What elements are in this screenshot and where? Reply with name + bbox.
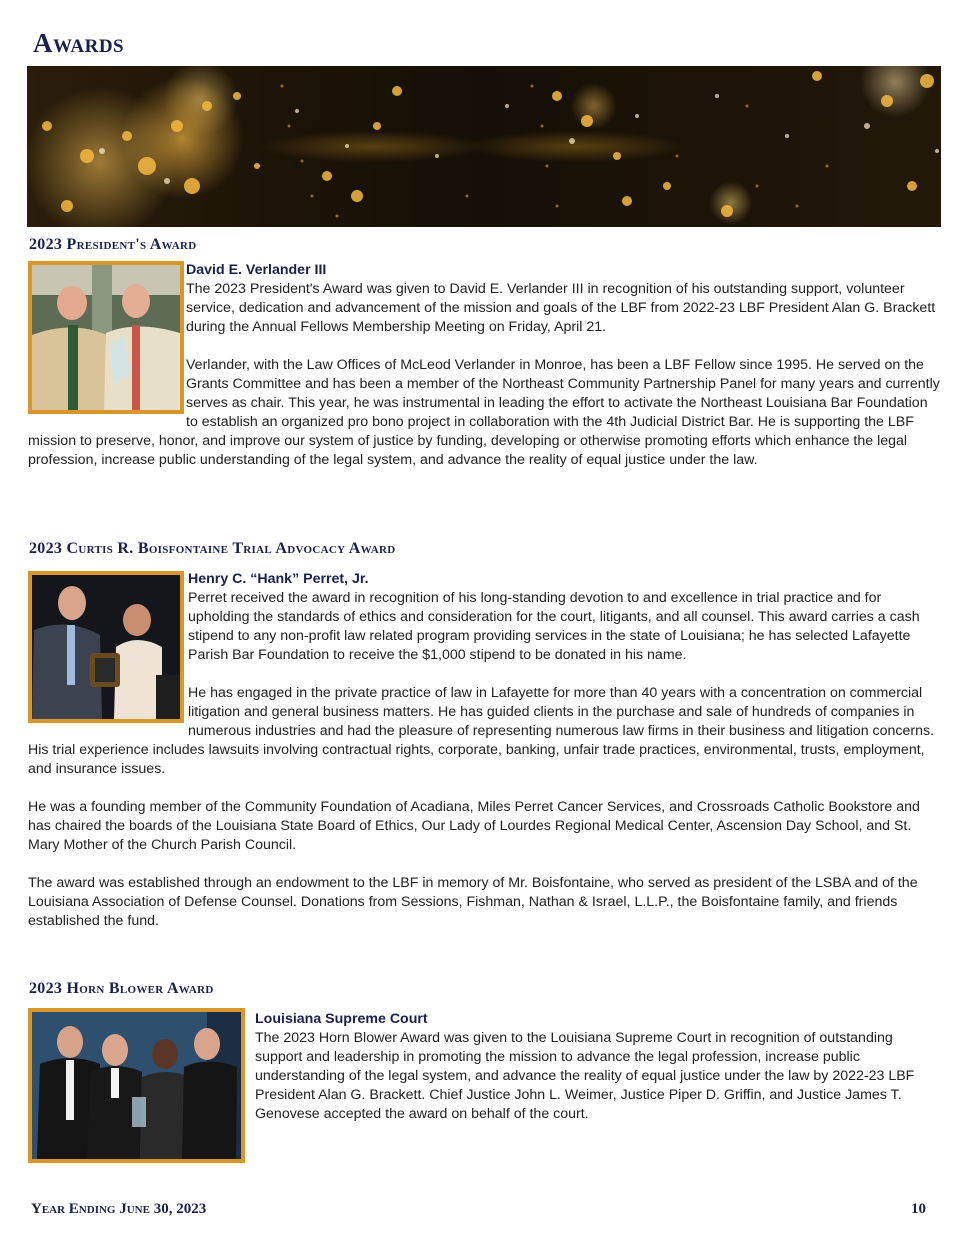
recipient-name-perret: Henry C. “Hank” Perret, Jr.	[188, 571, 369, 587]
boisfontaine-award-text	[28, 570, 940, 931]
award-paragraph: Perret received the award in recognition of his long-standing devotion to and excellence in trial practice and for upholding the standards of ethics and consideration for the court, litigants, and all counsel. This award carries a cash stipend to any non-profit law related program providing services in the state of Louisiana; he has selected Lafayette Parish Bar Foundation to receive the $1,000 stipend to be donated in his name.	[188, 590, 920, 663]
award-paragraph: The 2023 President's Award was given to David E. Verlander III in recognition of his outstanding support, volunteer service, dedication and advancement of the mission and goals of the LBF from 2022-23 LBF President Alan G. Brackett during the Annual Fellows Membership Meeting on Friday, April 21.	[186, 281, 936, 335]
award-paragraph: The award was established through an endowment to the LBF in memory of Mr. Boisfontaine, who served as president of the LSBA and of the Louisiana Association of Defense Counsel. Donations from Sessions, Fishman, Nathan & Israel, L.L.P., the Boisfontaine family, and friends established the fund.	[28, 875, 918, 929]
page-title: Awards	[33, 28, 125, 58]
footer-year-ending: Year Ending June 30, 2023	[31, 1201, 207, 1217]
recipient-name-verlander: David E. Verlander III	[186, 262, 327, 278]
horn-blower-award-text	[28, 1010, 940, 1165]
section-heading-presidents-award: 2023 President's Award	[29, 236, 197, 253]
award-paragraph: Verlander, with the Law Offices of McLeod Verlander in Monroe, has been a LBF Fellow since 1995. He served on the Grants Committee and has been a member of the Northeast Community Partnership Panel for many years and currently serves as chair. This year, he was instrumental in leading the effort to activate the Northeast Louisiana Bar Foundation to establish an organized pro bono project in collaboration with the 4th Judicial District Bar. He is supporting the LBF mission to preserve, honor, and improve our system of justice by funding, developing or otherwise promoting efforts which enhance the legal profession, increase public understanding of the legal system, and advance the reality of equal justice under the law.	[28, 357, 940, 468]
award-paragraph: He has engaged in the private practice of law in Lafayette for more than 40 years with a concentration on commercial litigation and general business matters. He has guided clients in the purchase and sale of hundreds of companies in numerous industries and had the pleasure of representing numerous law firms in their business and litigation concerns. His trial experience includes lawsuits involving contractual rights, corporate, banking, unfair trade practices, environmental, trusts, employment, and insurance issues.	[28, 685, 935, 777]
gold-bokeh-banner-image	[27, 66, 941, 227]
section-heading-horn-blower-award: 2023 Horn Blower Award	[29, 980, 214, 997]
section-heading-boisfontaine-award: 2023 Curtis R. Boisfontaine Trial Advocacy Award	[29, 540, 396, 557]
presidents-award-text	[28, 261, 940, 470]
award-paragraph: He was a founding member of the Community Foundation of Acadiana, Miles Perret Cancer Services, and Crossroads Catholic Bookstore and has chaired the boards of the Louisiana State Board of Ethics, Our Lady of Lourdes Regional Medical Center, Ascension Day School, and St. Mary Mother of the Church Parish Council.	[28, 799, 920, 853]
recipient-name-supreme-court: Louisiana Supreme Court	[255, 1011, 428, 1027]
page-number: 10	[911, 1201, 926, 1217]
sparkle-particles-graphic	[27, 66, 941, 227]
award-paragraph: The 2023 Horn Blower Award was given to the Louisiana Supreme Court in recognition of outstanding support and leadership in promoting the mission to advance the legal profession, increase public understanding of the legal system, and advance the reality of equal justice under the law by 2022-23 LBF President Alan G. Brackett. Chief Justice John L. Weimer, Justice Piper D. Griffin, and Justice James T. Genovese accepted the award on behalf of the court.	[255, 1030, 915, 1122]
